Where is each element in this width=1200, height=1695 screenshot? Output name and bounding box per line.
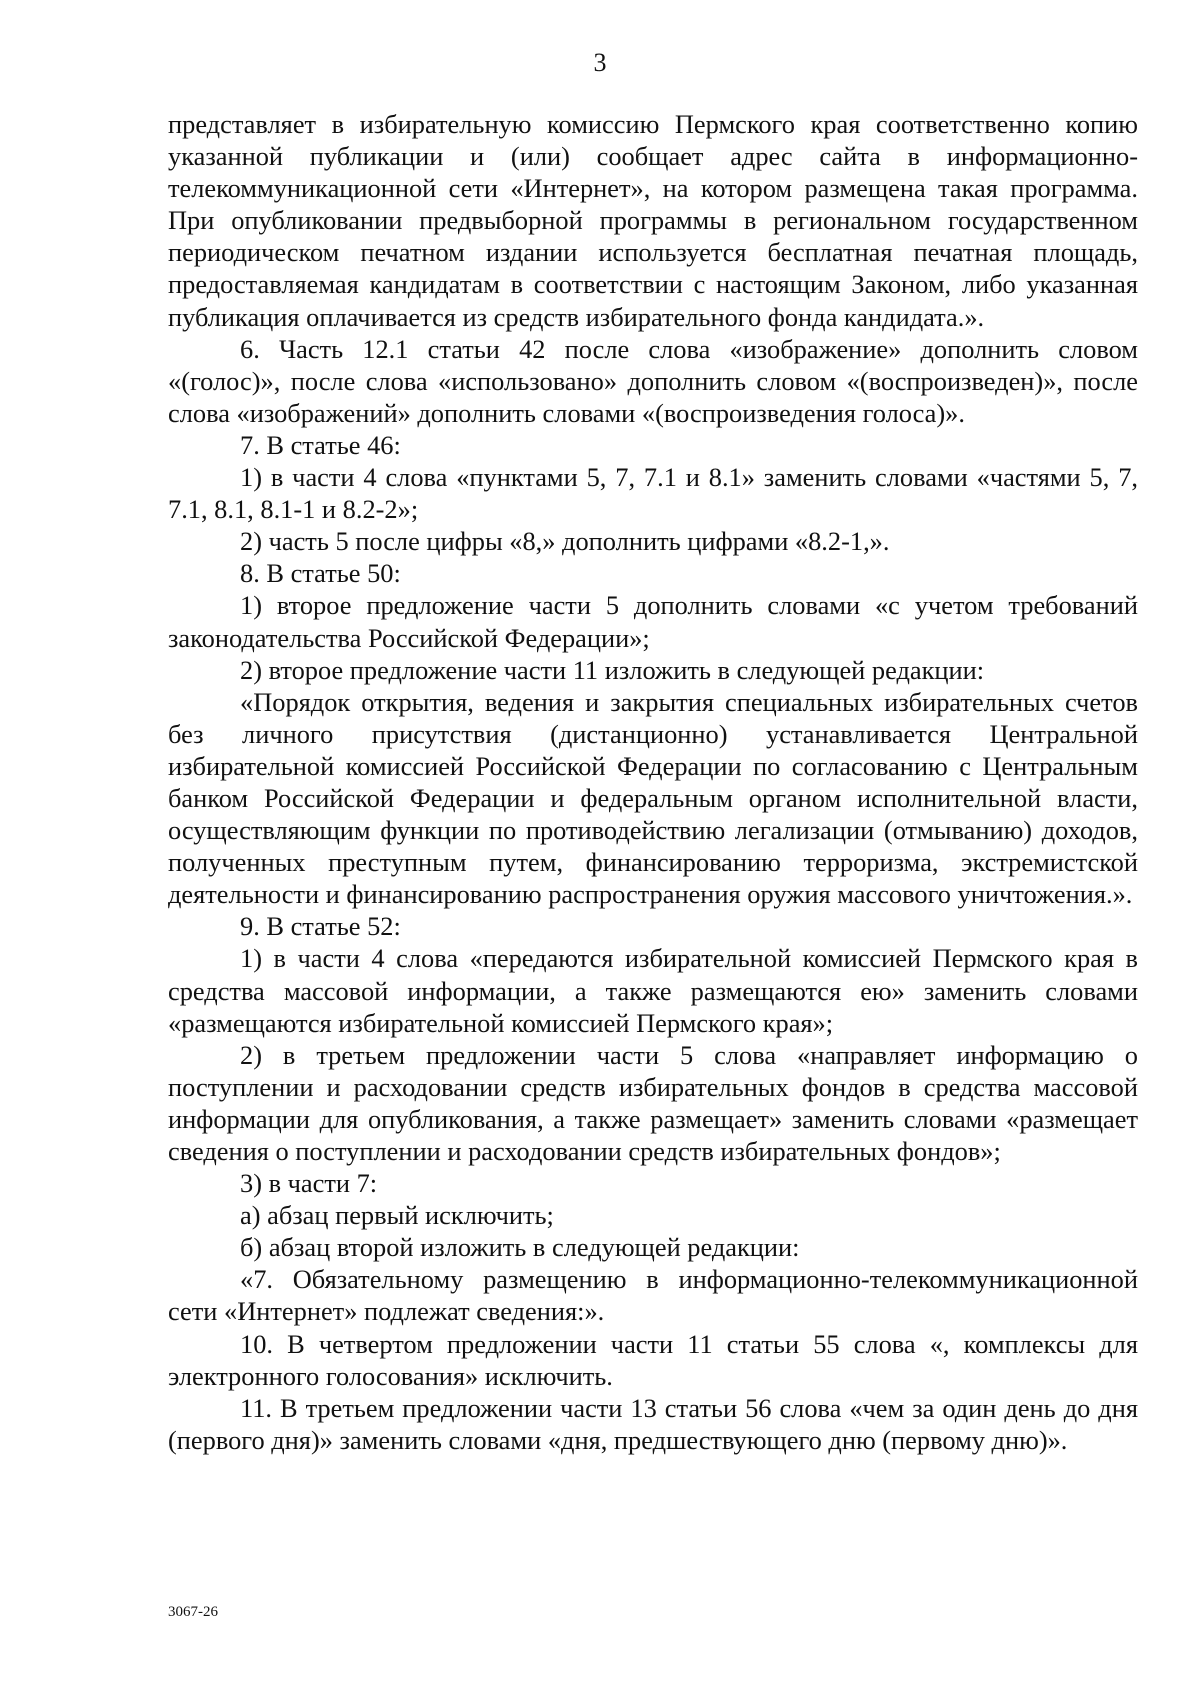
document-body <box>168 108 1138 1456</box>
paragraph: 8. В статье 50: <box>240 558 401 589</box>
paragraph: 1) в части 4 слова «пунктами 5, 7, 7.1 и 8.1» заменить словами «частями 5, 7, 7.1, 8.1, 8.1-1 и 8.2-2»; <box>168 462 1138 525</box>
paragraph: 6. Часть 12.1 статьи 42 после слова «изображение» дополнить словом «(голос)», после слова «использовано» дополнить словом «(воспроизведен)», после слова «изображений» дополнить словами «(воспроизведения голоса)». <box>168 333 1138 428</box>
paragraph: 10. В четвертом предложении части 11 статьи 55 слова «, комплексы для электронного голосования» исключить. <box>168 1328 1138 1391</box>
paragraph: 9. В статье 52: <box>240 911 401 942</box>
paragraph: «7. Обязательному размещению в информационно-телекоммуникационной сети «Интернет» подлежат сведения:». <box>168 1264 1138 1327</box>
paragraph: «Порядок открытия, ведения и закрытия специальных избирательных счетов без личного присутствия (дистанционно) устанавливается Центральной избирательной комиссией Российской Федерации по согласованию с Центральным банком Российской Федерации и федеральным органом исполнительной власти, осуществляющим функции по противодействию легализации (отмыванию) доходов, полученных преступным путем, финансированию терроризма, экстремистской деятельности и финансированию распространения оружия массового уничтожения.». <box>168 686 1138 910</box>
paragraph: а) абзац первый исключить; <box>240 1200 554 1231</box>
paragraph: 2) часть 5 после цифры «8,» дополнить цифрами «8.2-1,». <box>240 526 890 557</box>
paragraph: 7. В статье 46: <box>240 429 401 460</box>
page-number: 3 <box>593 48 607 77</box>
paragraph: 1) второе предложение части 5 дополнить словами «с учетом требований законодательства Российской Федерации»; <box>168 590 1138 653</box>
paragraph: 1) в части 4 слова «передаются избирательной комиссией Пермского края в средства массовой информации, а также размещаются ею» заменить словами «размещаются избирательной комиссией Пермского края»; <box>168 943 1138 1038</box>
paragraph: 3) в части 7: <box>240 1168 378 1199</box>
paragraph: 11. В третьем предложении части 13 статьи 56 слова «чем за один день до дня (первого дня)» заменить словами «дня, предшествующего дню (первому дню)». <box>168 1392 1138 1455</box>
document-code: 3067-26 <box>168 1604 218 1620</box>
paragraph: 2) второе предложение части 11 изложить в следующей редакции: <box>240 654 985 685</box>
paragraph: представляет в избирательную комиссию Пермского края соответственно копию указанной публикации и (или) сообщает адрес сайта в информационно-телекоммуникационной сети «Интернет», на котором размещена такая программа. При опубликовании предвыборной программы в региональном государственном периодическом печатном издании используется бесплатная печатная площадь, предоставляемая кандидатам в соответствии с настоящим Законом, либо указанная публикация оплачивается из средств избирательного фонда кандидата.». <box>168 109 1138 332</box>
paragraph: б) абзац второй изложить в следующей редакции: <box>240 1232 800 1263</box>
paragraph: 2) в третьем предложении части 5 слова «направляет информацию о поступлении и расходовании средств избирательных фондов в средства массовой информации для опубликования, а также размещает» заменить словами «размещает сведения о поступлении и расходовании средств избирательных фондов»; <box>168 1039 1138 1166</box>
